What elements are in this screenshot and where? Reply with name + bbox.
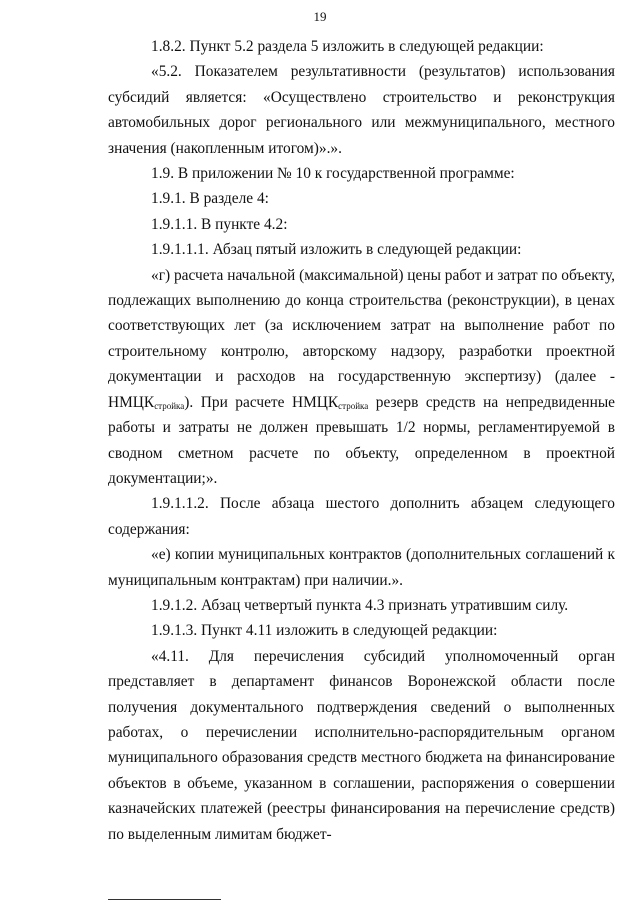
paragraph-1-9: 1.9. В приложении № 10 к государственной программе: xyxy=(151,165,515,183)
page-number: 19 xyxy=(313,9,327,24)
paragraph-1-9-1-1-2: 1.9.1.1.2. После абзаца шестого дополнить абзацем следующего содержания: xyxy=(108,495,615,538)
paragraph-5-2-quote: «5.2. Показателем результативности (результатов) использования субсидий является: «Осуществлено строительство и реконструкция автомобильных дорог регионального или межмуниципального, местного значения (накопленным итогом)».». xyxy=(108,63,615,157)
paragraph-1-9-1-3: 1.9.1.3. Пункт 4.11 изложить в следующей редакции: xyxy=(151,622,498,640)
paragraph-e-quote: «е) копии муниципальных контрактов (дополнительных соглашений к муниципальным контрактам) при наличии.». xyxy=(108,546,615,589)
footnote-divider xyxy=(108,899,221,900)
subscript-stroika-1: стройка xyxy=(154,400,185,411)
paragraph-g-quote xyxy=(108,263,615,492)
subscript-stroika-2: стройка xyxy=(338,400,369,411)
paragraph-1-9-1-1-1: 1.9.1.1.1. Абзац пятый изложить в следующей редакции: xyxy=(151,241,522,259)
paragraph-4-11-quote: «4.11. Для перечисления субсидий уполномоченный орган представляет в департамент финансов Воронежской области после получения документального подтверждения сведений о выполненных работах, о перечислении исполнительно-распорядительным органом муниципального образования средств местного бюджета на финансирование объектов в объеме, указанном в соглашении, распоряжения о совершении казначейских платежей (реестры финансирования на перечисление средств) по выделенным лимитам бюджет- xyxy=(108,647,615,843)
paragraph-1-9-1-2: 1.9.1.2. Абзац четвертый пункта 4.3 признать утратившим силу. xyxy=(151,596,569,614)
paragraph-1-8-2: 1.8.2. Пункт 5.2 раздела 5 изложить в следующей редакции: xyxy=(151,38,544,55)
document-body xyxy=(108,34,615,847)
paragraph-1-9-1-1: 1.9.1.1. В пункте 4.2: xyxy=(151,215,288,233)
paragraph-1-9-1: 1.9.1. В разделе 4: xyxy=(151,190,269,208)
paragraph-g-text-2: ). При расчете НМЦК xyxy=(184,393,339,411)
paragraph-g-text-1: «г) расчета начальной (максимальной) цены работ и затрат по объекту, подлежащих выполнению до конца строительства (реконструкции), в ценах соответствующих лет (за исключением затрат на выполнение работ по строительному контролю, авторскому надзору, разработки проектной документации и расходов на государственную экспертизу) (далее - НМЦК xyxy=(108,266,615,411)
paragraph-g-text-3: резерв средств на непредвиденные работы и затраты не должен превышать 1/2 нормы, регламентируемой в сводном сметном расчете по объекту, определенном в проектной документации;». xyxy=(108,393,616,487)
